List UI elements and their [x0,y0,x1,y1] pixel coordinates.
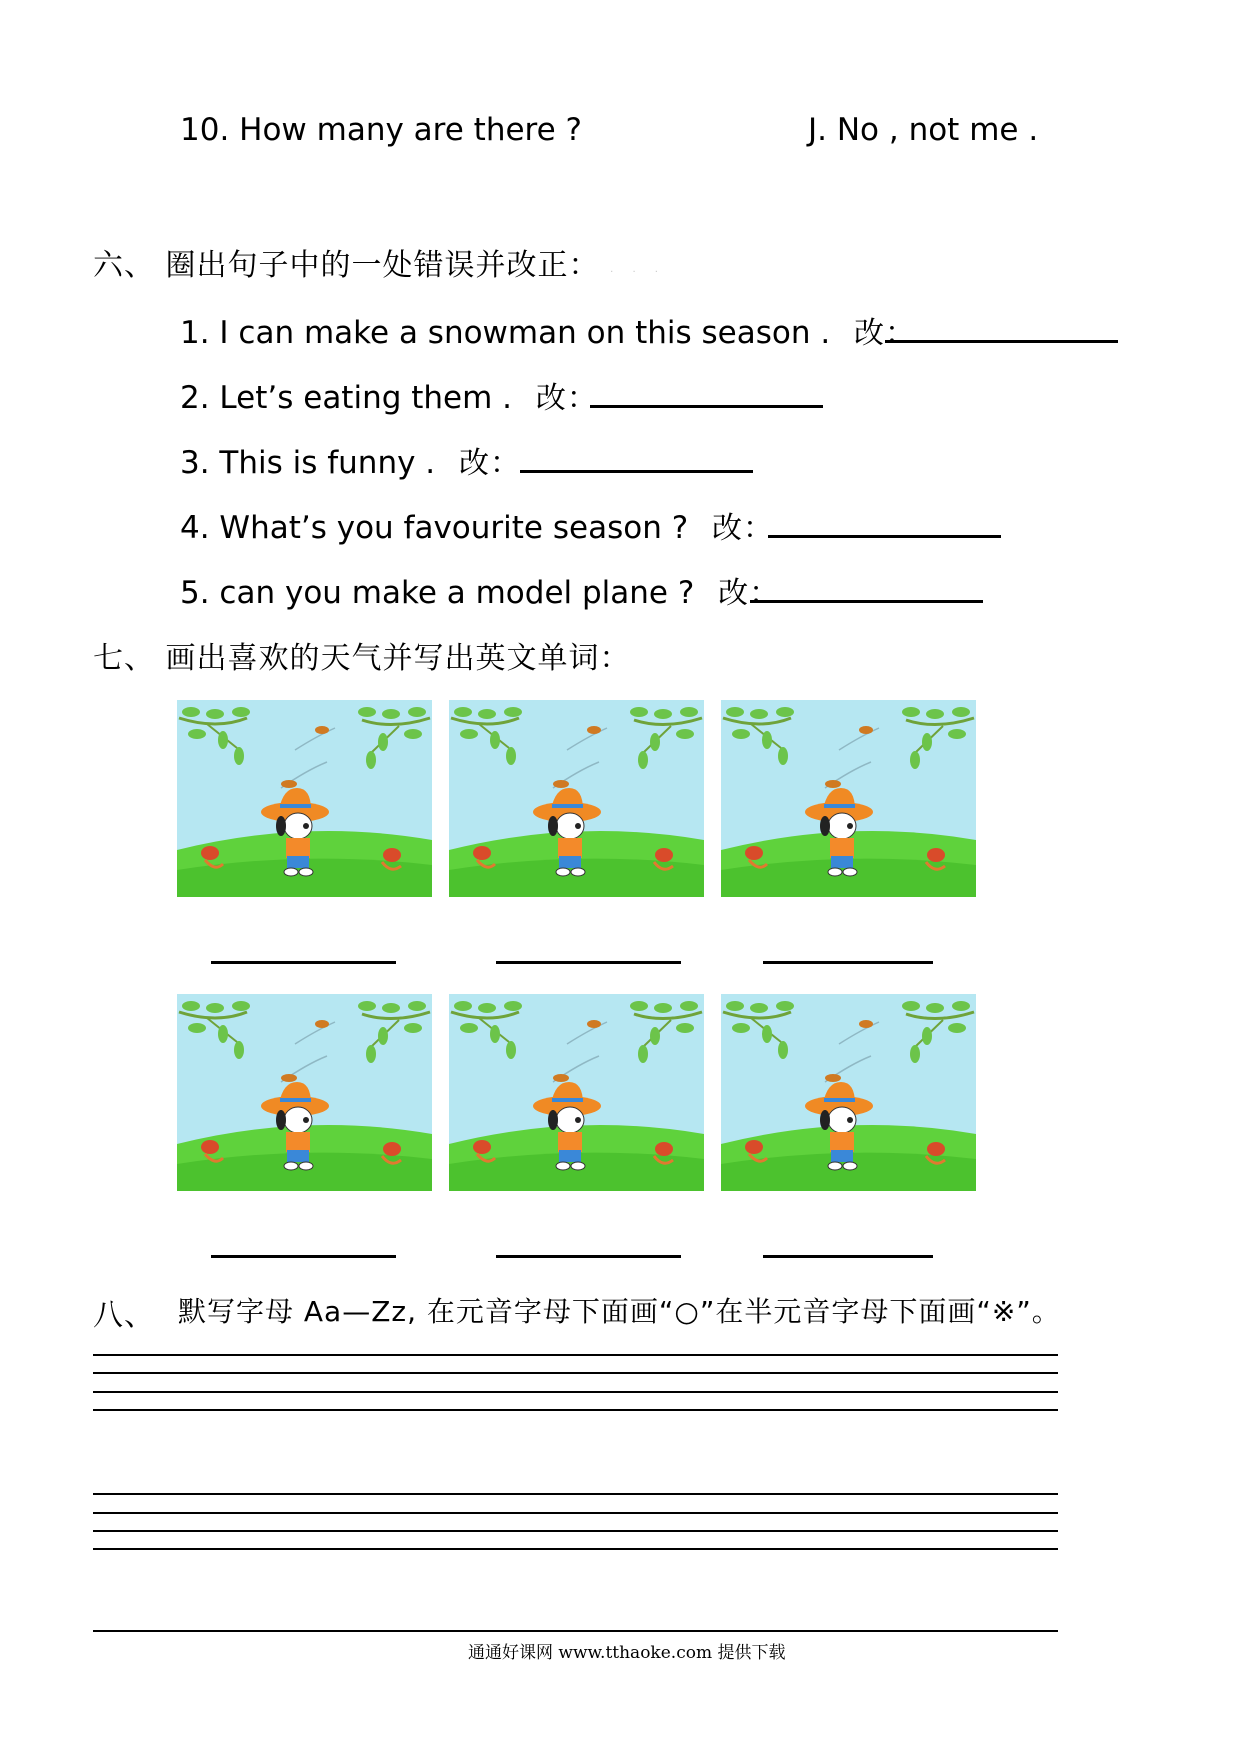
weather-picture-3 [721,700,976,897]
footer-text: 通通好课网 www.tthaoke.com 提供下载 [468,1643,786,1663]
error-sentence-3: 3. This is funny . [180,445,436,481]
weather-picture-5 [449,994,704,1191]
section-8-title: 默写字母 Aa—Zz, 在元音字母下面画“○”在半元音字母下面画“※”。 [178,1295,1061,1328]
writing-line [93,1354,1058,1356]
matching-question-10: 10. How many are there ? [180,112,582,148]
weather-picture-6 [721,994,976,1191]
error-sentence-4: 4. What’s you favourite season ? [180,510,689,546]
section-8-number: 八、 [93,1298,155,1333]
error-sentence-1: 1. I can make a snowman on this season . [180,315,831,351]
answer-blank-3[interactable] [520,470,753,473]
error-item-2 [180,373,598,417]
weather-blank-5[interactable] [496,1255,681,1258]
fix-label-3: 改： [459,446,522,481]
faint-dots: · · · [610,267,666,278]
weather-picture-1 [177,700,432,897]
fix-label-1: 改： [854,316,917,351]
error-item-3 [180,438,521,482]
answer-blank-2[interactable] [590,405,823,408]
writing-line [93,1512,1058,1514]
error-sentence-2: 2. Let’s eating them . [180,380,513,416]
weather-picture-2 [449,700,704,897]
weather-picture-4 [177,994,432,1191]
fix-label-2: 改： [535,381,598,416]
writing-line [93,1493,1058,1495]
fix-label-5: 改： [718,576,781,611]
writing-line [93,1530,1058,1532]
section-7-title: 七、 画出喜欢的天气并写出英文单词： [93,641,631,676]
error-item-5 [180,568,780,612]
weather-blank-6[interactable] [763,1255,933,1258]
matching-answer-j: J. No , not me . [808,112,1039,148]
section-6-title-text: 六、 圈出句子中的一处错误并改正： [93,248,600,283]
writing-line [93,1548,1058,1550]
fix-label-4: 改： [712,511,775,546]
footer-rule [93,1630,1058,1632]
answer-blank-1[interactable] [885,340,1118,343]
answer-blank-5[interactable] [750,600,983,603]
error-item-1 [180,308,916,352]
weather-blank-2[interactable] [496,961,681,964]
writing-line [93,1409,1058,1411]
weather-blank-4[interactable] [211,1255,396,1258]
answer-blank-4[interactable] [768,535,1001,538]
section-6-title [93,240,666,284]
writing-line [93,1372,1058,1374]
weather-blank-3[interactable] [763,961,933,964]
error-sentence-5: 5. can you make a model plane ? [180,575,695,611]
error-item-4 [180,503,774,547]
weather-blank-1[interactable] [211,961,396,964]
writing-line [93,1391,1058,1393]
